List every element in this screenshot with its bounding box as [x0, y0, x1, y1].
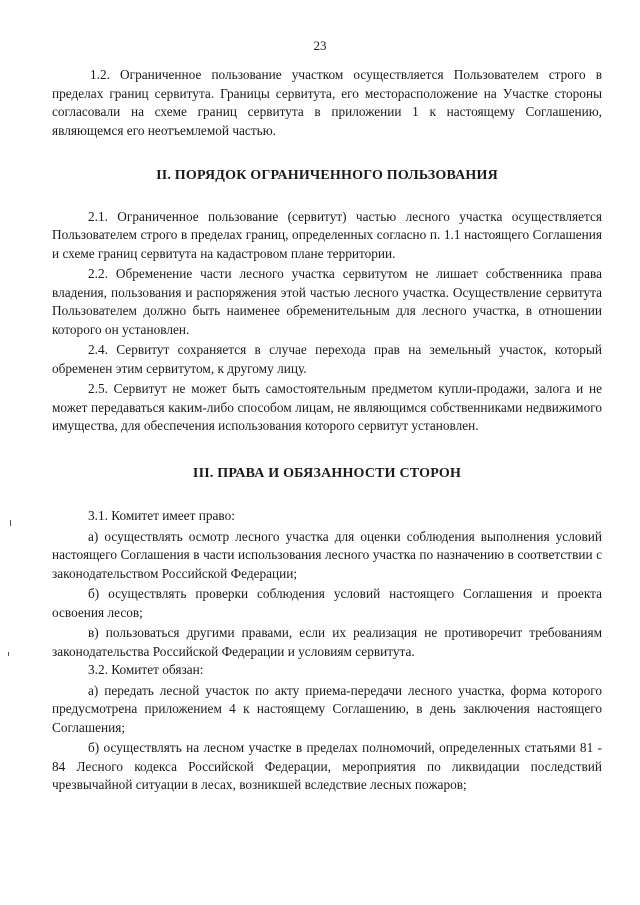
clause-3-2-b: б) осуществлять на лесном участке в пределах полномочий, определенных статьями 81 - 84 Лесного кодекса Российской Федерации, мероприятия по ликвидации последствий чрезвычайной ситуации в лесах, возникшей вследствие лесных пожаров;	[52, 740, 602, 792]
scan-artifact-mark	[8, 652, 9, 656]
scan-artifact-mark	[10, 520, 11, 526]
clause-3-1-v: в) пользоваться другими правами, если их реализация не противоречит требованиям законодательства Российской Федерации и условиям сервитута.	[52, 625, 602, 659]
clause-3-1-a: а) осуществлять осмотр лесного участка для оценки соблюдения выполнения условий настоящего Соглашения в части использования лесного участка по назначению в соответствии с законодательством Российской Федерации;	[52, 528, 602, 581]
clause-2-4: 2.4. Сервитут сохраняется в случае перехода прав на земельный участок, который обременен этим сервитутом, к другому лицу.	[52, 342, 602, 376]
document-body	[52, 66, 602, 795]
clause-2-2: 2.2. Обременение части лесного участка сервитутом не лишает собственника права владения, пользования и распоряжения этой частью лесного участка. Осуществление сервитута Пользователем должно быть наименее обременительным для лесного участка, в отношении которого он установлен.	[52, 266, 602, 337]
clause-3-2-a: а) передать лесной участок по акту приема-передачи лесного участка, форма которого предусмотрена приложением 4 к настоящему Соглашению, в день заключения настоящего Соглашения;	[52, 682, 602, 735]
page-number: 23	[313, 38, 327, 53]
clause-1-2: 1.2. Ограниченное пользование участком осуществляется Пользователем строго в пределах границ сервитута. Границы сервитута, его месторасположение на Участке стороны согласовали на схеме границ сервитута в приложении 1 к настоящему Соглашению, являющемся его неотъемлемой частью.	[52, 67, 602, 138]
clause-3-1: 3.1. Комитет имеет право:	[88, 508, 235, 523]
clause-2-5: 2.5. Сервитут не может быть самостоятельным предметом купли-продажи, залога и не может передаваться каким-либо способом лицам, не являющимся собственниками недвижимого имущества, для обеспечения использования которого сервитут установлен.	[52, 381, 602, 433]
section-heading-2: II. ПОРЯДОК ОГРАНИЧЕННОГО ПОЛЬЗОВАНИЯ	[156, 168, 498, 183]
clause-3-2: 3.2. Комитет обязан:	[88, 662, 204, 677]
clause-3-1-b: б) осуществлять проверки соблюдения условий настоящего Соглашения и проекта освоения лесов;	[52, 586, 602, 620]
section-heading-3: III. ПРАВА И ОБЯЗАННОСТИ СТОРОН	[192, 465, 462, 481]
clause-2-1: 2.1. Ограниченное пользование (сервитут) частью лесного участка осуществляется Пользователем строго в пределах границ, определенных согласно п. 1.1 настоящего Соглашения и схеме границ сервитута на кадастровом плане территории.	[52, 208, 602, 261]
